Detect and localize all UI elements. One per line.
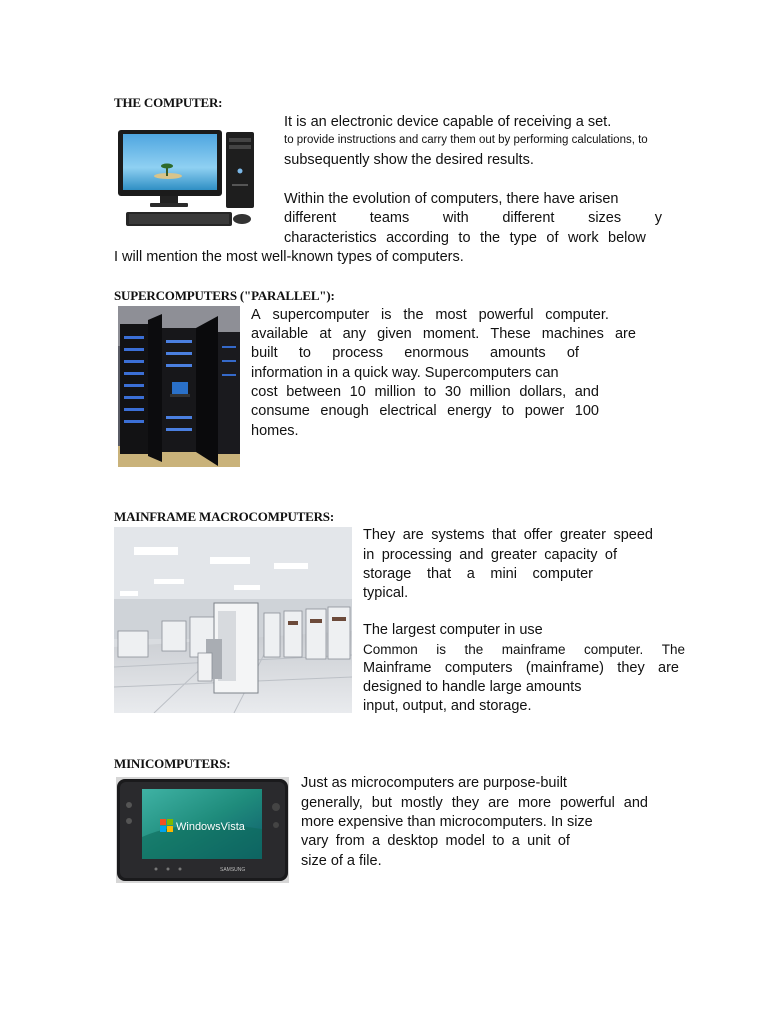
- word: are: [614, 326, 636, 342]
- word: the: [479, 230, 501, 246]
- word: the: [403, 307, 424, 323]
- word: model: [445, 833, 486, 849]
- word: type: [509, 230, 537, 246]
- device-brand-text: SAMSUNG: [220, 867, 246, 873]
- word: the: [464, 642, 484, 657]
- text-line-justified: [251, 325, 636, 344]
- word: most: [435, 307, 467, 323]
- word: of: [604, 547, 617, 563]
- text-line-justified: [251, 402, 599, 421]
- word: to: [458, 230, 471, 246]
- device-screen-logo-text: WindowsVista: [176, 821, 245, 833]
- text-line-justified: [363, 659, 679, 678]
- word: with: [442, 210, 469, 226]
- word: million: [374, 384, 416, 400]
- word: given: [377, 326, 412, 342]
- word: enough: [320, 403, 369, 419]
- word: supercomputer: [272, 307, 370, 323]
- word: vary: [301, 833, 329, 849]
- word: according: [386, 230, 449, 246]
- word: that: [426, 566, 452, 582]
- text-line: information in a quick way. Supercomputers can: [251, 365, 559, 381]
- word: electrical: [379, 403, 437, 419]
- word: mostly: [400, 795, 443, 811]
- word: at: [319, 326, 332, 342]
- text-line-justified: [301, 794, 648, 813]
- word: in: [363, 547, 375, 563]
- word: computers: [444, 660, 513, 676]
- word: power: [524, 403, 565, 419]
- text-line: Within the evolution of computers, there have arisen: [284, 191, 619, 207]
- word: are: [402, 527, 424, 543]
- word: Common: [363, 642, 418, 657]
- word: a: [372, 833, 381, 849]
- word: and: [574, 384, 599, 400]
- word: to: [492, 833, 505, 849]
- word: of: [566, 345, 579, 361]
- word: a: [511, 833, 520, 849]
- text-line: typical.: [363, 585, 409, 601]
- word: greater: [490, 547, 537, 563]
- section-heading-supercomputers: SUPERCOMPUTERS ("PARALLEL"):: [114, 288, 335, 303]
- word: to: [424, 384, 437, 400]
- word: they: [617, 660, 645, 676]
- word: storage: [363, 566, 412, 582]
- text-line-justified: [363, 640, 685, 659]
- word: y: [654, 210, 662, 226]
- word: computer: [532, 566, 593, 582]
- text-line-justified: [301, 832, 570, 851]
- word: capacity: [544, 547, 598, 563]
- word: speed: [613, 527, 653, 543]
- word: is: [381, 307, 392, 323]
- word: to: [502, 403, 515, 419]
- word: but: [371, 795, 392, 811]
- word: teams: [369, 210, 410, 226]
- word: energy: [447, 403, 492, 419]
- text-line: Just as microcomputers are purpose-built: [301, 775, 567, 791]
- word: available: [251, 326, 309, 342]
- word: These: [490, 326, 531, 342]
- desktop-computer-image: [116, 126, 258, 234]
- text-line: It is an electronic device capable of receiving a set.: [284, 114, 612, 130]
- word: moment.: [422, 326, 480, 342]
- word: below: [608, 230, 646, 246]
- word: offer: [523, 527, 553, 543]
- text-line: homes.: [251, 423, 299, 439]
- text-line-justified: [363, 546, 617, 565]
- word: process: [332, 345, 383, 361]
- word: of: [557, 833, 570, 849]
- word: between: [286, 384, 342, 400]
- word: and: [623, 795, 648, 811]
- word: unit: [527, 833, 551, 849]
- word: more: [518, 795, 552, 811]
- word: mini: [490, 566, 517, 582]
- word: different: [284, 210, 337, 226]
- word: mainframe: [501, 642, 566, 657]
- word: different: [502, 210, 555, 226]
- word: amounts: [489, 345, 546, 361]
- word: sizes: [588, 210, 622, 226]
- text-line-justified: [284, 229, 646, 248]
- word: that: [491, 527, 517, 543]
- word: powerful: [560, 795, 615, 811]
- word: cost: [251, 384, 278, 400]
- word: dollars,: [519, 384, 567, 400]
- word: built: [251, 345, 278, 361]
- word: powerful: [478, 307, 534, 323]
- word: machines: [541, 326, 604, 342]
- section-heading-minicomputers: MINICOMPUTERS:: [114, 756, 231, 771]
- word: A: [251, 307, 261, 323]
- word: a: [466, 566, 475, 582]
- word: and: [459, 547, 484, 563]
- umpc-device-image: [116, 777, 289, 883]
- word: 10: [349, 384, 366, 400]
- word: The: [661, 642, 685, 657]
- text-line: The largest computer in use: [363, 622, 543, 638]
- text-line-justified: [251, 306, 609, 325]
- word: 100: [574, 403, 599, 419]
- word: computer.: [583, 642, 644, 657]
- word: systems: [431, 527, 485, 543]
- text-line-justified: [363, 526, 653, 545]
- word: to: [298, 345, 311, 361]
- text-line-justified: [251, 344, 579, 363]
- word: greater: [560, 527, 606, 543]
- word: (mainframe): [525, 660, 604, 676]
- word: enormous: [404, 345, 469, 361]
- section-heading-computer: THE COMPUTER:: [114, 95, 223, 110]
- text-line: input, output, and storage.: [363, 698, 532, 714]
- word: 30: [444, 384, 462, 400]
- word: work: [567, 230, 599, 246]
- text-line-justified: [363, 565, 593, 584]
- mainframe-room-image: [114, 527, 352, 713]
- text-line: I will mention the most well-known types of computers.: [114, 249, 464, 265]
- text-line: size of a file.: [301, 853, 382, 869]
- word: are: [488, 795, 510, 811]
- text-line: subsequently show the desired results.: [284, 152, 534, 168]
- word: computer.: [545, 307, 609, 323]
- word: from: [335, 833, 365, 849]
- word: consume: [251, 403, 310, 419]
- word: desktop: [387, 833, 439, 849]
- text-line: designed to handle large amounts: [363, 679, 582, 695]
- text-line-justified: [251, 383, 599, 402]
- text-line: more expensive than microcomputers. In size: [301, 814, 593, 830]
- word: are: [658, 660, 679, 676]
- word: is: [436, 642, 446, 657]
- text-line-justified: [284, 209, 662, 228]
- section-heading-mainframe: MAINFRAME MACROCOMPUTERS:: [114, 509, 334, 524]
- word: of: [546, 230, 559, 246]
- supercomputer-rack-image: [118, 306, 240, 467]
- word: generally,: [301, 795, 363, 811]
- text-line: to provide instructions and carry them out by performing calculations, to: [284, 134, 648, 146]
- word: any: [342, 326, 366, 342]
- word: they: [451, 795, 480, 811]
- word: million: [469, 384, 511, 400]
- word: characteristics: [284, 230, 377, 246]
- word: Mainframe: [363, 660, 432, 676]
- word: processing: [381, 547, 452, 563]
- word: They: [363, 527, 396, 543]
